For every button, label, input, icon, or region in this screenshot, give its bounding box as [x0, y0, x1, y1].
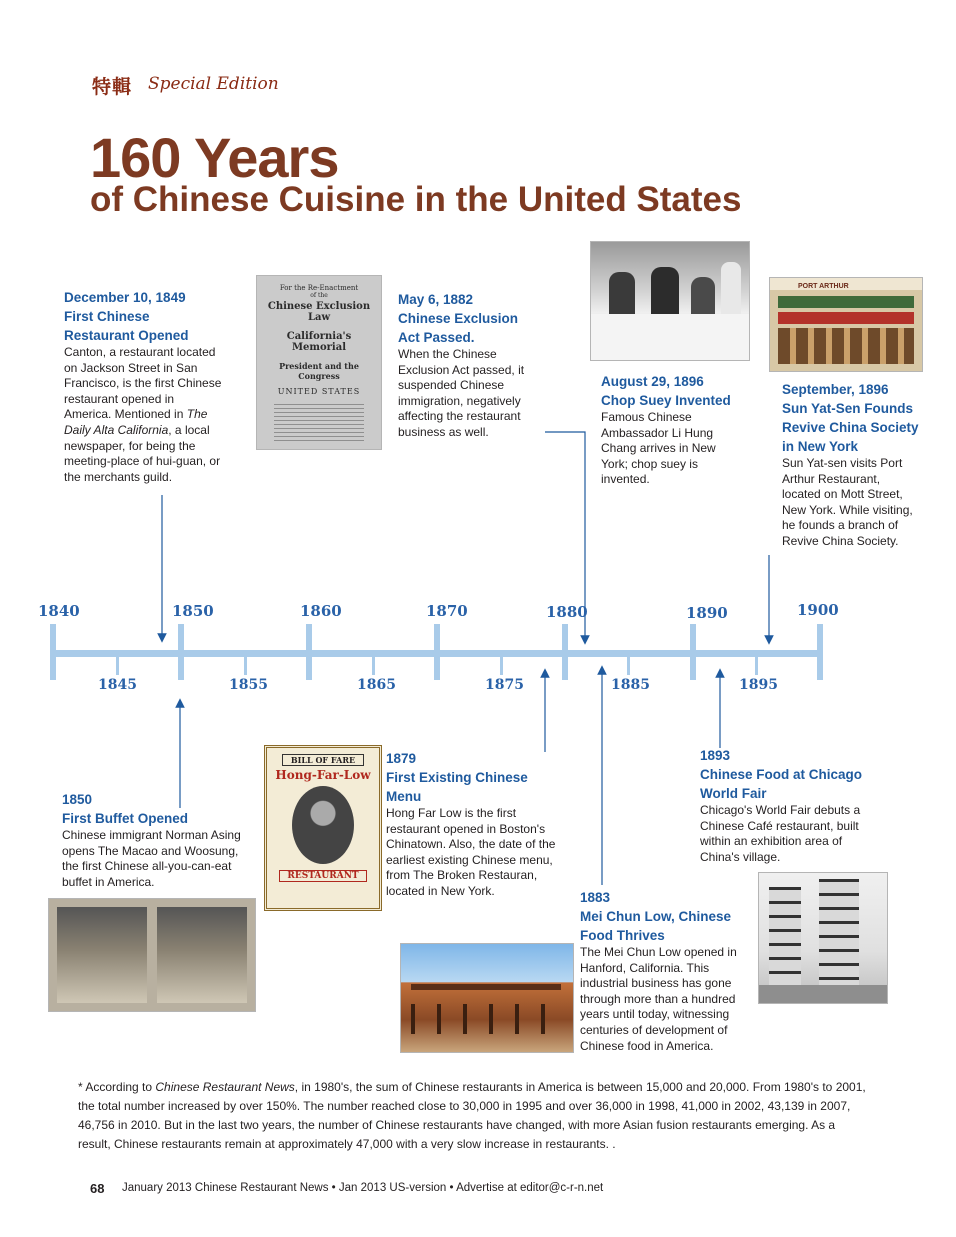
- section-label: Special Edition: [148, 74, 279, 94]
- event-1896-sun-yat-sen: [782, 380, 920, 550]
- tick-label-1900: 1900: [797, 601, 839, 619]
- minor-tick: [372, 657, 375, 675]
- tick-label-1845: 1845: [98, 677, 137, 693]
- minor-tick: [116, 657, 119, 675]
- major-tick: [562, 624, 568, 680]
- event-body: Canton, a restaurant located on Jackson Street in San Francisco, is the first Chinese restaurant opened in America. Mentioned in The Daily Alta California, a local newspaper, for being the meeting-place of hui-guan, or the merchants guild.: [64, 345, 222, 484]
- minor-tick: [627, 657, 630, 675]
- tick-label-1840: 1840: [38, 602, 80, 620]
- tick-label-1855: 1855: [229, 677, 268, 693]
- page-subtitle: of Chinese Cuisine in the United States: [90, 180, 742, 219]
- event-title: Chinese Food at Chicago World Fair: [700, 767, 863, 801]
- event-body: Famous Chinese Ambassador Li Hung Chang arrives in New York; chop suey is invented.: [601, 410, 716, 487]
- tick-label-1850: 1850: [172, 602, 214, 620]
- event-title: Chinese Exclusion Act Passed.: [398, 311, 519, 345]
- minor-tick: [755, 657, 758, 675]
- chop-suey-photo: [590, 241, 750, 361]
- event-title: First Existing Chinese Menu: [386, 770, 528, 804]
- event-title: Sun Yat-Sen Founds Revive China Society in New York: [782, 401, 919, 454]
- chicago-world-fair-photo: [758, 872, 888, 1004]
- tick-label-1865: 1865: [357, 677, 396, 693]
- event-1896-chop-suey: [601, 372, 735, 488]
- page-title: 160 Years: [90, 126, 339, 189]
- event-1879: [386, 749, 564, 900]
- event-body: Chinese immigrant Norman Asing opens The Macao and Woosung, the first Chinese all-you-can-eat buffet in America.: [62, 828, 241, 889]
- event-title: First Chinese Restaurant Opened: [64, 309, 189, 343]
- exclusion-law-document-image: For the Re-Enactment of the Chinese Exclusion Law California's Memorial President and the Congress UNITED STATES: [256, 275, 382, 450]
- tick-label-1890: 1890: [686, 604, 728, 622]
- footer-text: January 2013 Chinese Restaurant News • Jan 2013 US-version • Advertise at editor@c-r-n.net: [122, 1182, 604, 1194]
- page-number: 68: [90, 1181, 105, 1196]
- event-date: September, 1896: [782, 382, 889, 397]
- tick-label-1880: 1880: [546, 603, 588, 621]
- event-1883: [580, 888, 748, 1054]
- port-arthur-restaurant-image: PORT ARTHUR: [769, 277, 923, 372]
- tick-label-1885: 1885: [611, 677, 650, 693]
- event-date: May 6, 1882: [398, 292, 474, 307]
- tick-label-1895: 1895: [739, 677, 778, 693]
- event-1893: [700, 746, 878, 865]
- event-1850: [62, 790, 256, 890]
- tick-label-1860: 1860: [300, 602, 342, 620]
- event-date: 1879: [386, 751, 417, 766]
- event-date: August 29, 1896: [601, 374, 704, 389]
- major-tick: [817, 624, 823, 680]
- minor-tick: [244, 657, 247, 675]
- event-body: Hong Far Low is the first restaurant opened in Boston's Chinatown. Also, the date of the earliest existing Chinese menu, from The Broken Restauran, located in New York.: [386, 806, 556, 898]
- major-tick: [178, 624, 184, 680]
- event-title: Chop Suey Invented: [601, 393, 731, 408]
- hong-far-low-menu-image: BILL OF FARE Hong-Far-Low RESTAURANT: [264, 745, 382, 911]
- event-1882: [398, 290, 540, 441]
- event-body: The Mei Chun Low opened in Hanford, California. This industrial business has gone through more than a hundred years until today, witnessing centuries of development of Chinese food in America.: [580, 945, 737, 1053]
- tick-label-1870: 1870: [426, 602, 468, 620]
- event-date: 1850: [62, 792, 93, 807]
- minor-tick: [500, 657, 503, 675]
- event-body: When the Chinese Exclusion Act passed, it suspended Chinese immigration, negatively affecting the restaurant business as well.: [398, 347, 525, 439]
- footnote: * According to Chinese Restaurant News, in 1980's, the sum of Chinese restaurants in America is between 15,000 and 20,000. From 1980's to 2001, the total number increased by over 150%. The number reached close to 30,000 in 1995 and over 36,000 in 1998, 41,000 in 2002, 43,139 in 2007, 46,756 in 2010. But in the last two years, the number of Chinese restaurants have changed, with more Asian fusion restaurants emerging. As a result, Chinese restaurants remain at approximately 47,000 with a very slow increase in restaurants. .: [78, 1080, 866, 1151]
- event-date: December 10, 1849: [64, 290, 186, 305]
- event-date: 1893: [700, 748, 731, 763]
- event-1849: [64, 288, 222, 485]
- major-tick: [306, 624, 312, 680]
- major-tick: [690, 624, 696, 680]
- major-tick: [434, 624, 440, 680]
- mei-chun-low-building-photo: [400, 943, 574, 1053]
- buffet-stereo-photo: [48, 898, 256, 1012]
- event-date: 1883: [580, 890, 611, 905]
- event-body: Chicago's World Fair debuts a Chinese Café restaurant, built within an exhibition area of China's village.: [700, 803, 861, 864]
- event-body: Sun Yat-sen visits Port Arthur Restaurant, located on Mott Street, New York. While visiting, he founds a branch of Revive China Society.: [782, 456, 913, 548]
- major-tick: [50, 624, 56, 680]
- event-title: First Buffet Opened: [62, 811, 189, 826]
- event-title: Mei Chun Low, Chinese Food Thrives: [580, 909, 732, 943]
- section-label-chinese: 特輯: [92, 76, 133, 98]
- tick-label-1875: 1875: [485, 677, 524, 693]
